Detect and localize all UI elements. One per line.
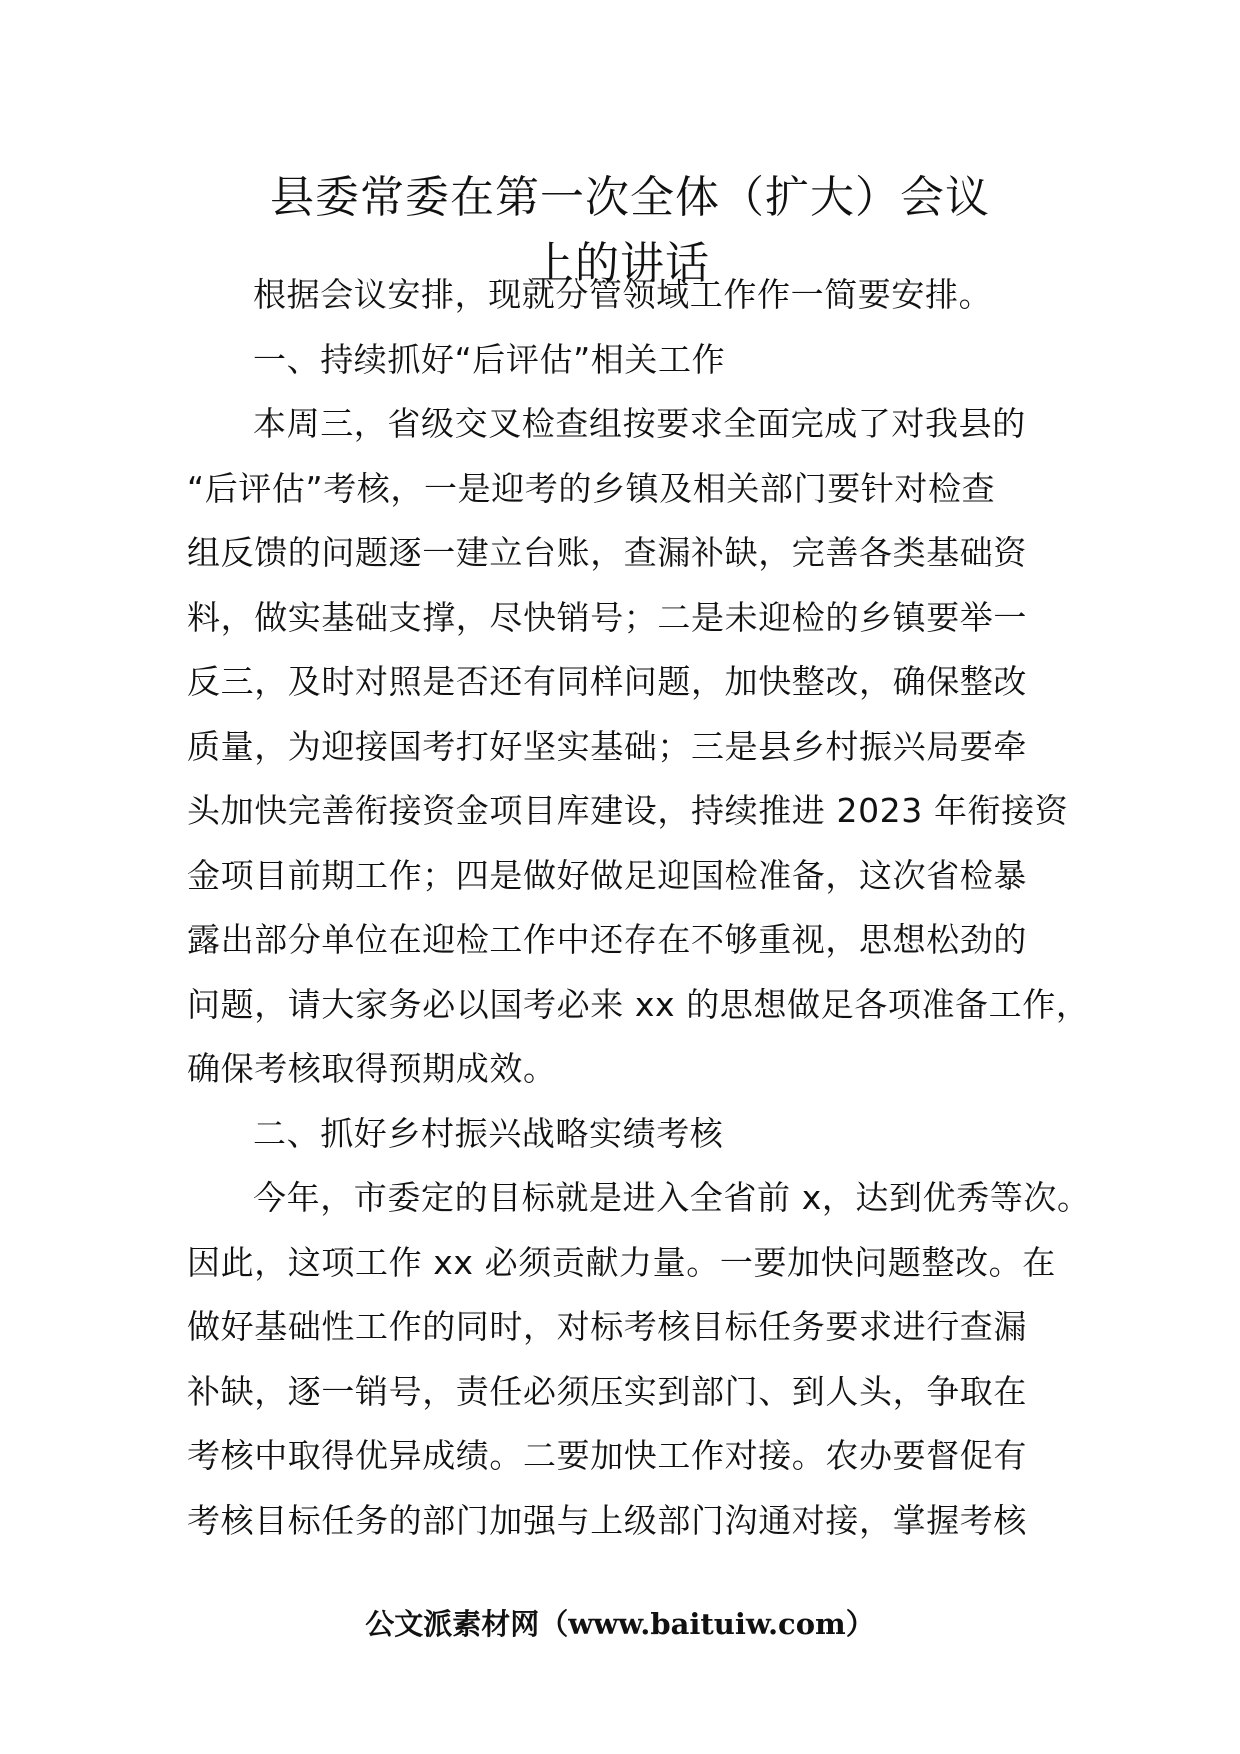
body-line: 金项目前期工作；四是做好做足迎国检准备，这次省检暴 — [187, 855, 1027, 895]
body-line: 考核中取得优异成绩。二要加快工作对接。农办要督促有 — [187, 1436, 1027, 1475]
body-line: 因此，这项工作 xx 必须贡献力量。一要加快问题整改。在 — [187, 1242, 1056, 1282]
body-line: 本周三，省级交叉检查组按要求全面完成了对我县的 — [253, 404, 1026, 443]
body-line: “后评估”考核，一是迎考的乡镇及相关部门要针对检查 — [187, 468, 996, 508]
document-title-line2: 上的讲话 — [530, 238, 710, 289]
body-line: 考核目标任务的部门加强与上级部门沟通对接，掌握考核 — [187, 1500, 1027, 1540]
document-body — [187, 263, 1091, 1553]
document-title-line1: 县委常委在第一次全体（扩大）会议 — [270, 172, 990, 223]
body-line: 做好基础性工作的同时，对标考核目标任务要求进行查漏 — [187, 1307, 1027, 1346]
body-line: 组反馈的问题逐一建立台账，查漏补缺，完善各类基础资 — [187, 533, 1027, 572]
body-line: 根据会议安排，现就分管领域工作作一简要安排。 — [253, 275, 993, 314]
body-line: 问题，请大家务必以国考必来 xx 的思想做足各项准备工作， — [187, 984, 1090, 1024]
body-line: 今年，市委定的目标就是进入全省前 x，达到优秀等次。 — [253, 1178, 1091, 1217]
body-line: 二、抓好乡村振兴战略实绩考核 — [253, 1113, 724, 1153]
body-line: 头加快完善衔接资金项目库建设，持续推进 2023 年衔接资 — [187, 791, 1069, 830]
body-line: 反三，及时对照是否还有同样问题，加快整改，确保整改 — [187, 662, 1027, 701]
body-line: 一、持续抓好“后评估”相关工作 — [253, 339, 726, 379]
body-line: 质量，为迎接国考打好坚实基础；三是县乡村振兴局要牵 — [187, 726, 1027, 766]
body-line: 料，做实基础支撑，尽快销号；二是未迎检的乡镇要举一 — [187, 597, 1027, 637]
body-line: 确保考核取得预期成效。 — [187, 1049, 557, 1088]
body-line: 露出部分单位在迎检工作中还存在不够重视，思想松劲的 — [187, 920, 1027, 959]
body-line: 补缺，逐一销号，责任必须压实到部门、到人头，争取在 — [187, 1371, 1027, 1411]
watermark-footer: 公文派素材网（www.baituiw.com） — [365, 1607, 875, 1641]
